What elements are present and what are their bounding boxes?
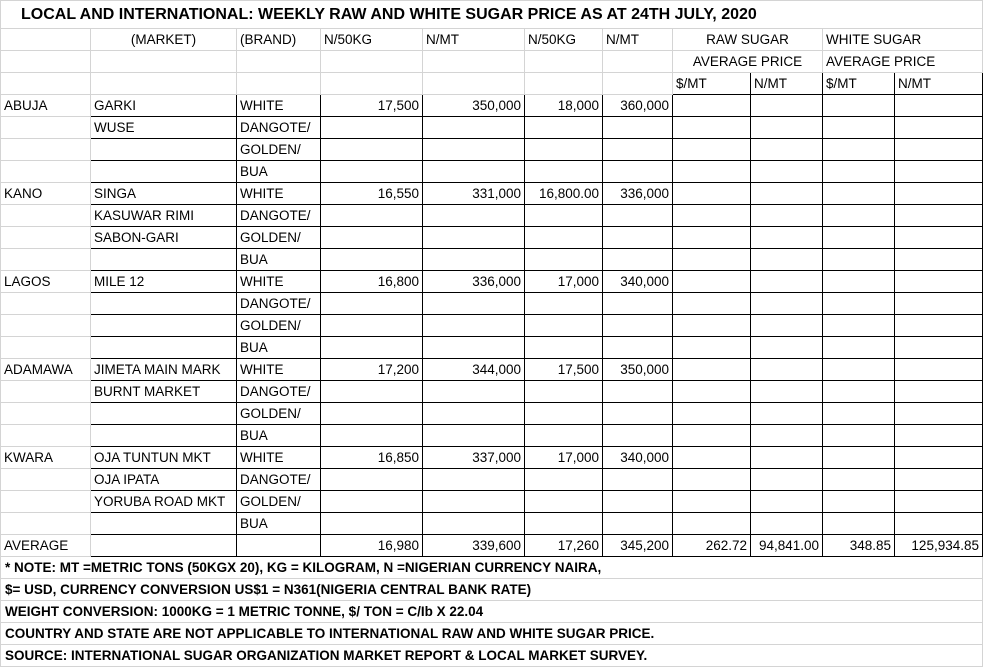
market-cell[interactable] <box>91 139 237 161</box>
market-cell[interactable] <box>91 513 237 535</box>
cell[interactable] <box>823 315 895 337</box>
nmt-1-cell[interactable]: 350,000 <box>423 95 525 117</box>
cell[interactable] <box>895 315 983 337</box>
cell[interactable] <box>321 161 423 183</box>
cell[interactable] <box>423 403 525 425</box>
cell[interactable] <box>603 139 673 161</box>
raw-average-header[interactable]: AVERAGE PRICE <box>673 51 823 73</box>
cell[interactable] <box>673 315 751 337</box>
nmt-2-cell[interactable]: 340,000 <box>603 447 673 469</box>
average-white-usd[interactable]: 348.85 <box>823 535 895 557</box>
brand-cell[interactable]: DANGOTE/ <box>237 293 321 315</box>
state-cell[interactable]: LAGOS <box>1 271 91 293</box>
cell[interactable] <box>525 381 603 403</box>
cell[interactable] <box>751 337 823 359</box>
cell[interactable] <box>673 271 751 293</box>
brand-cell[interactable]: DANGOTE/ <box>237 381 321 403</box>
table-row <box>1 447 983 469</box>
cell[interactable] <box>525 161 603 183</box>
cell[interactable] <box>895 337 983 359</box>
cell[interactable] <box>91 51 237 73</box>
cell[interactable] <box>321 249 423 271</box>
cell[interactable] <box>603 51 673 73</box>
market-cell[interactable]: KASUWAR RIMI <box>91 205 237 227</box>
cell[interactable] <box>751 205 823 227</box>
cell[interactable] <box>423 139 525 161</box>
n50kg-2-cell[interactable]: 17,500 <box>525 359 603 381</box>
note-row <box>1 557 983 579</box>
cell[interactable] <box>321 205 423 227</box>
cell[interactable] <box>423 315 525 337</box>
average-nmt-1[interactable]: 339,600 <box>423 535 525 557</box>
n50kg-1-cell[interactable]: 17,500 <box>321 95 423 117</box>
brand-cell[interactable]: BUA <box>237 425 321 447</box>
table-row <box>1 403 983 425</box>
cell[interactable] <box>673 403 751 425</box>
cell[interactable] <box>603 205 673 227</box>
cell[interactable] <box>751 249 823 271</box>
cell[interactable] <box>1 381 91 403</box>
cell[interactable] <box>823 491 895 513</box>
brand-cell[interactable]: GOLDEN/ <box>237 139 321 161</box>
cell[interactable] <box>603 513 673 535</box>
cell[interactable] <box>673 381 751 403</box>
cell[interactable] <box>1 403 91 425</box>
table-row <box>1 293 983 315</box>
cell[interactable] <box>823 183 895 205</box>
nmt-2-cell[interactable]: 336,000 <box>603 183 673 205</box>
cell[interactable] <box>423 381 525 403</box>
cell[interactable] <box>673 469 751 491</box>
n50kg-1-cell[interactable]: 16,550 <box>321 183 423 205</box>
cell[interactable] <box>895 513 983 535</box>
market-cell[interactable]: OJA TUNTUN MKT <box>91 447 237 469</box>
note-row <box>1 645 983 667</box>
n50kg-header-1[interactable]: N/50KG <box>321 29 423 51</box>
note-row <box>1 601 983 623</box>
cell[interactable] <box>895 403 983 425</box>
cell[interactable] <box>237 51 321 73</box>
brand-cell[interactable]: BUA <box>237 513 321 535</box>
cell[interactable] <box>321 227 423 249</box>
cell[interactable] <box>673 205 751 227</box>
note-line[interactable]: SOURCE: INTERNATIONAL SUGAR ORGANIZATION MARKET REPORT & LOCAL MARKET SURVEY. <box>1 645 983 667</box>
market-cell[interactable] <box>91 403 237 425</box>
brand-cell[interactable]: DANGOTE/ <box>237 117 321 139</box>
table-row <box>1 249 983 271</box>
nmt-2-cell[interactable]: 360,000 <box>603 95 673 117</box>
cell[interactable] <box>751 271 823 293</box>
cell[interactable] <box>823 403 895 425</box>
market-cell[interactable] <box>91 249 237 271</box>
cell[interactable] <box>603 491 673 513</box>
cell[interactable] <box>895 95 983 117</box>
cell[interactable] <box>321 51 423 73</box>
cell[interactable] <box>751 359 823 381</box>
market-cell[interactable]: SINGA <box>91 183 237 205</box>
white-average-header[interactable]: AVERAGE PRICE <box>823 51 983 73</box>
cell[interactable] <box>673 139 751 161</box>
average-row <box>1 535 983 557</box>
cell[interactable] <box>673 117 751 139</box>
brand-cell[interactable]: BUA <box>237 161 321 183</box>
cell[interactable] <box>673 95 751 117</box>
table-row <box>1 513 983 535</box>
table-row <box>1 425 983 447</box>
cell[interactable] <box>673 183 751 205</box>
cell[interactable] <box>603 249 673 271</box>
note-line[interactable]: * NOTE: MT =METRIC TONS (50KGX 20), KG = KILOGRAM, N =NIGERIAN CURRENCY NAIRA, <box>1 557 983 579</box>
n50kg-2-cell[interactable]: 17,000 <box>525 271 603 293</box>
table-row <box>1 95 983 117</box>
state-cell[interactable]: ADAMAWA <box>1 359 91 381</box>
cell[interactable] <box>895 359 983 381</box>
cell[interactable] <box>423 51 525 73</box>
cell[interactable] <box>423 469 525 491</box>
table-row <box>1 381 983 403</box>
cell[interactable] <box>823 249 895 271</box>
brand-cell[interactable]: GOLDEN/ <box>237 227 321 249</box>
brand-cell[interactable]: BUA <box>237 249 321 271</box>
nmt-2-cell[interactable]: 350,000 <box>603 359 673 381</box>
market-cell[interactable] <box>91 425 237 447</box>
cell[interactable] <box>751 315 823 337</box>
cell[interactable] <box>321 513 423 535</box>
cell[interactable] <box>321 491 423 513</box>
cell[interactable] <box>525 425 603 447</box>
cell[interactable] <box>823 469 895 491</box>
cell[interactable] <box>423 227 525 249</box>
table-row <box>1 139 983 161</box>
brand-cell[interactable]: GOLDEN/ <box>237 403 321 425</box>
cell[interactable] <box>603 315 673 337</box>
cell[interactable] <box>237 535 321 557</box>
sheet-title[interactable]: LOCAL AND INTERNATIONAL: WEEKLY RAW AND WHITE SUGAR PRICE AS AT 24TH JULY, 2020 <box>1 1 983 29</box>
cell[interactable] <box>823 447 895 469</box>
nmt-header-1[interactable]: N/MT <box>423 29 525 51</box>
n50kg-1-cell[interactable]: 16,850 <box>321 447 423 469</box>
cell[interactable] <box>823 271 895 293</box>
cell[interactable] <box>603 337 673 359</box>
brand-cell[interactable]: WHITE <box>237 183 321 205</box>
market-cell[interactable]: YORUBA ROAD MKT <box>91 491 237 513</box>
cell[interactable] <box>751 293 823 315</box>
cell[interactable] <box>895 381 983 403</box>
cell[interactable] <box>321 403 423 425</box>
cell[interactable] <box>895 491 983 513</box>
market-cell[interactable] <box>91 161 237 183</box>
brand-cell[interactable]: WHITE <box>237 447 321 469</box>
cell[interactable] <box>751 117 823 139</box>
cell[interactable] <box>895 249 983 271</box>
cell[interactable] <box>895 447 983 469</box>
cell[interactable] <box>895 293 983 315</box>
cell[interactable] <box>321 315 423 337</box>
raw-sugar-header[interactable]: RAW SUGAR <box>673 29 823 51</box>
market-cell[interactable]: SABON-GARI <box>91 227 237 249</box>
table-row <box>1 359 983 381</box>
cell[interactable] <box>823 337 895 359</box>
cell[interactable] <box>823 139 895 161</box>
cell[interactable] <box>895 117 983 139</box>
average-raw-nmt[interactable]: 94,841.00 <box>751 535 823 557</box>
market-cell[interactable] <box>91 315 237 337</box>
table-row <box>1 271 983 293</box>
cell[interactable] <box>751 491 823 513</box>
cell[interactable] <box>321 139 423 161</box>
brand-header[interactable]: (BRAND) <box>237 29 321 51</box>
market-cell[interactable] <box>91 337 237 359</box>
cell[interactable] <box>673 249 751 271</box>
cell[interactable] <box>1 139 91 161</box>
table-row <box>1 117 983 139</box>
cell[interactable] <box>823 95 895 117</box>
cell[interactable] <box>321 73 423 95</box>
cell[interactable] <box>895 161 983 183</box>
cell[interactable] <box>525 249 603 271</box>
cell[interactable] <box>895 227 983 249</box>
note-row <box>1 623 983 645</box>
market-cell[interactable]: OJA IPATA <box>91 469 237 491</box>
cell[interactable] <box>895 139 983 161</box>
cell[interactable] <box>751 425 823 447</box>
cell[interactable] <box>525 337 603 359</box>
cell[interactable] <box>751 403 823 425</box>
header-row-3 <box>1 73 983 95</box>
cell[interactable] <box>1 227 91 249</box>
cell[interactable] <box>423 337 525 359</box>
brand-cell[interactable]: WHITE <box>237 359 321 381</box>
average-white-nmt[interactable]: 125,934.85 <box>895 535 983 557</box>
cell[interactable] <box>423 205 525 227</box>
cell[interactable] <box>673 161 751 183</box>
cell[interactable] <box>823 117 895 139</box>
cell[interactable] <box>525 293 603 315</box>
cell[interactable] <box>823 227 895 249</box>
nmt-header-2[interactable]: N/MT <box>603 29 673 51</box>
table-row <box>1 469 983 491</box>
cell[interactable] <box>1 51 91 73</box>
nmt-1-cell[interactable]: 336,000 <box>423 271 525 293</box>
table-row <box>1 205 983 227</box>
raw-nmt-header[interactable]: N/MT <box>751 73 823 95</box>
n50kg-1-cell[interactable]: 17,200 <box>321 359 423 381</box>
n50kg-2-cell[interactable]: 17,000 <box>525 447 603 469</box>
brand-cell[interactable]: DANGOTE/ <box>237 469 321 491</box>
cell[interactable] <box>525 227 603 249</box>
cell[interactable] <box>751 447 823 469</box>
cell[interactable] <box>603 73 673 95</box>
cell[interactable] <box>751 139 823 161</box>
brand-cell[interactable]: BUA <box>237 337 321 359</box>
cell[interactable] <box>321 381 423 403</box>
cell[interactable] <box>751 513 823 535</box>
nmt-1-cell[interactable]: 337,000 <box>423 447 525 469</box>
cell[interactable] <box>673 425 751 447</box>
cell[interactable] <box>423 491 525 513</box>
cell[interactable] <box>823 359 895 381</box>
cell[interactable] <box>603 403 673 425</box>
white-usd-header[interactable]: $/MT <box>823 73 895 95</box>
cell[interactable] <box>1 293 91 315</box>
average-n50kg-2[interactable]: 17,260 <box>525 535 603 557</box>
cell[interactable] <box>423 425 525 447</box>
cell[interactable] <box>823 293 895 315</box>
cell[interactable] <box>525 117 603 139</box>
cell[interactable] <box>673 293 751 315</box>
white-nmt-header[interactable]: N/MT <box>895 73 983 95</box>
cell[interactable] <box>423 513 525 535</box>
cell[interactable] <box>673 227 751 249</box>
nmt-1-cell[interactable]: 331,000 <box>423 183 525 205</box>
cell[interactable] <box>673 337 751 359</box>
cell[interactable] <box>673 359 751 381</box>
cell[interactable] <box>525 73 603 95</box>
brand-cell[interactable]: WHITE <box>237 271 321 293</box>
cell[interactable] <box>751 95 823 117</box>
state-cell[interactable]: KANO <box>1 183 91 205</box>
cell[interactable] <box>1 249 91 271</box>
cell[interactable] <box>823 381 895 403</box>
cell[interactable] <box>673 513 751 535</box>
state-cell[interactable]: KWARA <box>1 447 91 469</box>
market-cell[interactable] <box>91 293 237 315</box>
cell[interactable] <box>525 315 603 337</box>
cell[interactable] <box>673 491 751 513</box>
cell[interactable] <box>1 337 91 359</box>
market-cell[interactable]: GARKI <box>91 95 237 117</box>
table-row <box>1 161 983 183</box>
cell[interactable] <box>673 447 751 469</box>
table-row <box>1 227 983 249</box>
cell[interactable] <box>603 381 673 403</box>
average-raw-usd[interactable]: 262.72 <box>673 535 751 557</box>
header-row-1 <box>1 29 983 51</box>
cell[interactable] <box>525 205 603 227</box>
cell[interactable] <box>895 469 983 491</box>
average-n50kg-1[interactable]: 16,980 <box>321 535 423 557</box>
cell[interactable] <box>1 491 91 513</box>
cell[interactable] <box>751 161 823 183</box>
table-row <box>1 315 983 337</box>
cell[interactable] <box>895 425 983 447</box>
cell[interactable] <box>525 491 603 513</box>
cell[interactable] <box>525 469 603 491</box>
nmt-1-cell[interactable]: 344,000 <box>423 359 525 381</box>
cell[interactable] <box>823 205 895 227</box>
cell[interactable] <box>1 73 91 95</box>
cell[interactable] <box>321 337 423 359</box>
cell[interactable] <box>423 73 525 95</box>
cell[interactable] <box>321 293 423 315</box>
n50kg-1-cell[interactable]: 16,800 <box>321 271 423 293</box>
cell[interactable] <box>91 73 237 95</box>
cell[interactable] <box>525 403 603 425</box>
average-label[interactable]: AVERAGE <box>1 535 91 557</box>
cell[interactable] <box>895 183 983 205</box>
cell[interactable] <box>321 117 423 139</box>
market-cell[interactable]: MILE 12 <box>91 271 237 293</box>
n50kg-2-cell[interactable]: 16,800.00 <box>525 183 603 205</box>
cell[interactable] <box>603 425 673 447</box>
cell[interactable] <box>1 29 91 51</box>
cell[interactable] <box>895 205 983 227</box>
cell[interactable] <box>1 161 91 183</box>
market-cell[interactable]: WUSE <box>91 117 237 139</box>
cell[interactable] <box>603 293 673 315</box>
cell[interactable] <box>1 315 91 337</box>
raw-usd-header[interactable]: $/MT <box>673 73 751 95</box>
market-cell[interactable]: JIMETA MAIN MARK <box>91 359 237 381</box>
cell[interactable] <box>1 469 91 491</box>
table-row <box>1 183 983 205</box>
cell[interactable] <box>321 425 423 447</box>
cell[interactable] <box>91 535 237 557</box>
cell[interactable] <box>423 117 525 139</box>
cell[interactable] <box>237 73 321 95</box>
note-row <box>1 579 983 601</box>
cell[interactable] <box>751 469 823 491</box>
average-nmt-2[interactable]: 345,200 <box>603 535 673 557</box>
cell[interactable] <box>603 469 673 491</box>
n50kg-header-2[interactable]: N/50KG <box>525 29 603 51</box>
cell[interactable] <box>423 161 525 183</box>
header-row-2 <box>1 51 983 73</box>
cell[interactable] <box>603 161 673 183</box>
cell[interactable] <box>1 425 91 447</box>
table-row <box>1 491 983 513</box>
cell[interactable] <box>823 161 895 183</box>
cell[interactable] <box>751 381 823 403</box>
note-line[interactable]: WEIGHT CONVERSION: 1000KG = 1 METRIC TONNE, $/ TON = C/Ib X 22.04 <box>1 601 983 623</box>
cell[interactable] <box>423 293 525 315</box>
cell[interactable] <box>1 205 91 227</box>
cell[interactable] <box>823 513 895 535</box>
cell[interactable] <box>525 139 603 161</box>
brand-cell[interactable]: WHITE <box>237 95 321 117</box>
white-sugar-header[interactable]: WHITE SUGAR <box>823 29 983 51</box>
brand-cell[interactable]: DANGOTE/ <box>237 205 321 227</box>
n50kg-2-cell[interactable]: 18,000 <box>525 95 603 117</box>
market-header[interactable]: (MARKET) <box>91 29 237 51</box>
cell[interactable] <box>423 249 525 271</box>
cell[interactable] <box>751 227 823 249</box>
cell[interactable] <box>525 51 603 73</box>
cell[interactable] <box>603 117 673 139</box>
cell[interactable] <box>1 513 91 535</box>
market-cell[interactable]: BURNT MARKET <box>91 381 237 403</box>
cell[interactable] <box>895 271 983 293</box>
state-cell[interactable]: ABUJA <box>1 95 91 117</box>
cell[interactable] <box>1 117 91 139</box>
brand-cell[interactable]: GOLDEN/ <box>237 315 321 337</box>
table-row <box>1 337 983 359</box>
note-line[interactable]: COUNTRY AND STATE ARE NOT APPLICABLE TO INTERNATIONAL RAW AND WHITE SUGAR PRICE. <box>1 623 983 645</box>
cell[interactable] <box>751 183 823 205</box>
cell[interactable] <box>823 425 895 447</box>
cell[interactable] <box>321 469 423 491</box>
brand-cell[interactable]: GOLDEN/ <box>237 491 321 513</box>
nmt-2-cell[interactable]: 340,000 <box>603 271 673 293</box>
cell[interactable] <box>603 227 673 249</box>
note-line[interactable]: $= USD, CURRENCY CONVERSION US$1 = N361(NIGERIA CENTRAL BANK RATE) <box>1 579 983 601</box>
cell[interactable] <box>525 513 603 535</box>
